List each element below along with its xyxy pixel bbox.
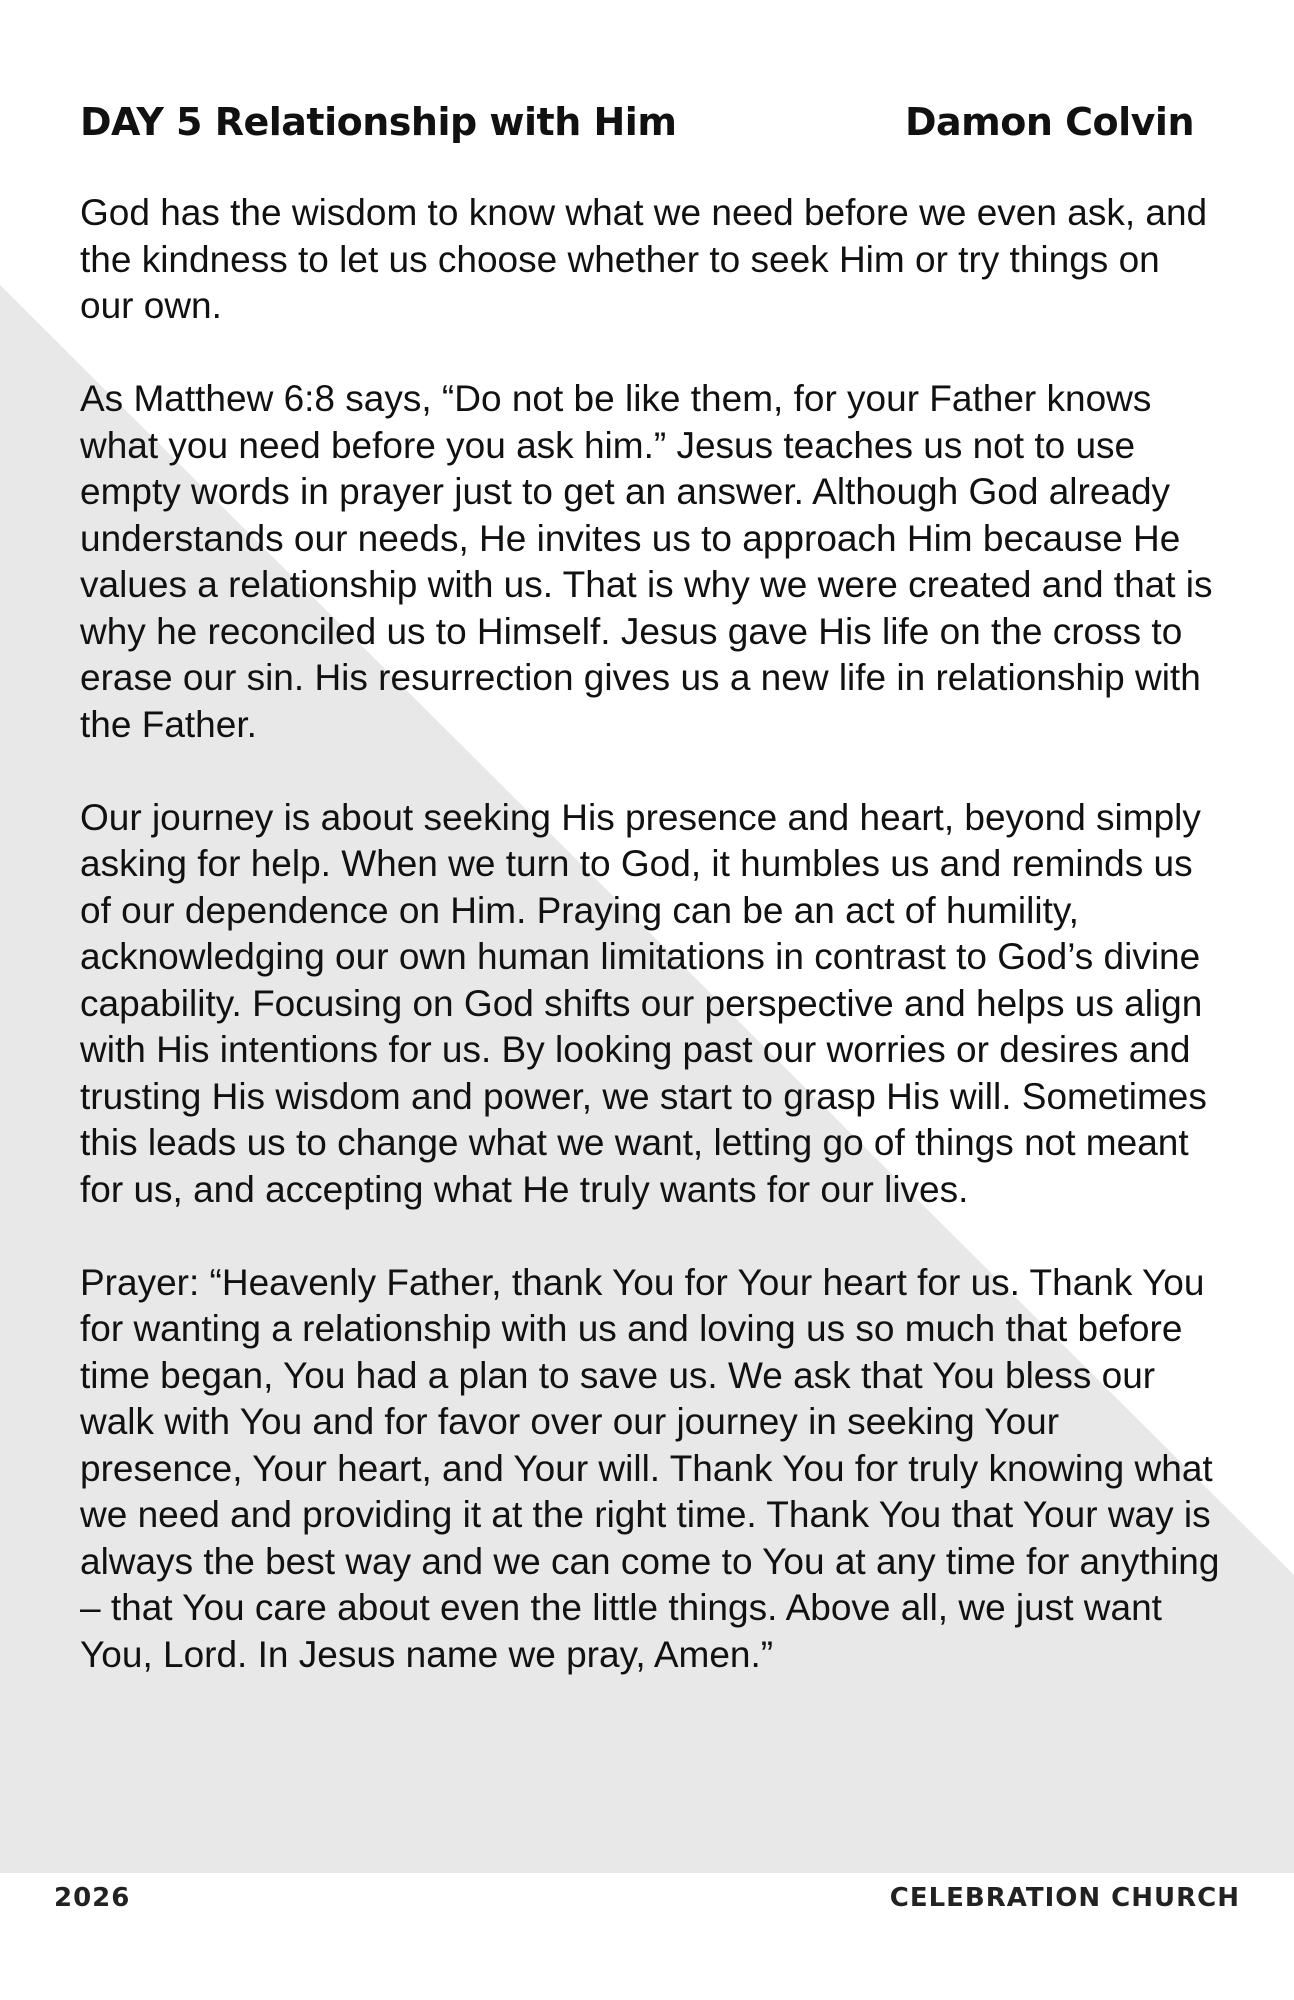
- page-title: DAY 5 Relationship with Him: [80, 100, 677, 144]
- page-header: [80, 100, 1194, 160]
- author-name: Damon Colvin: [904, 100, 1194, 144]
- paragraph-intro: God has the wisdom to know what we need before we even ask, and the kindness to let us choose whether to seek Him or try things on our own.: [80, 192, 1208, 326]
- page-footer: [0, 1873, 1294, 2000]
- footer-organization: CELEBRATION CHURCH: [889, 1883, 1240, 1913]
- paragraph-scripture: As Matthew 6:8 says, “Do not be like them, for your Father knows what you need before you ask him.” Jesus teaches us not to use empty words in prayer just to get an answer. Although God already understands our needs, He invites us to approach Him because He values a relationship with us. That is why we were created and that is why he reconciled us to Himself. Jesus gave His life on the cross to erase our sin. His resurrection gives us a new life in relationship with the Father.: [80, 378, 1213, 745]
- paragraph-journey: Our journey is about seeking His presence and heart, beyond simply asking for help. When we turn to God, it humbles us and reminds us of our dependence on Him. Praying can be an act of humility, acknowledging our own human limitations in contrast to God’s divine capability. Focusing on God shifts our perspective and helps us align with His intentions for us. By looking past our worries or desires and trusting His wisdom and power, we start to grasp His will. Sometimes this leads us to change what we want, letting go of things not meant for us, and accepting what He truly wants for our lives.: [80, 796, 1207, 1210]
- footer-year: 2026: [54, 1883, 131, 1913]
- paragraph-prayer: Prayer: “Heavenly Father, thank You for Your heart for us. Thank You for wanting a relationship with us and loving us so much that before time began, You had a plan to save us. We ask that You bless our walk with You and for favor over our journey in seeking Your presence, Your heart, and Your will. Thank You for truly knowing what we need and providing it at the right time. Thank You that Your way is always the best way and we can come to You at any time for anything – that You care about even the little things. Above all, we just want You, Lord. In Jesus name we pray, Amen.”: [80, 1261, 1220, 1675]
- devotional-body: [80, 190, 1220, 1725]
